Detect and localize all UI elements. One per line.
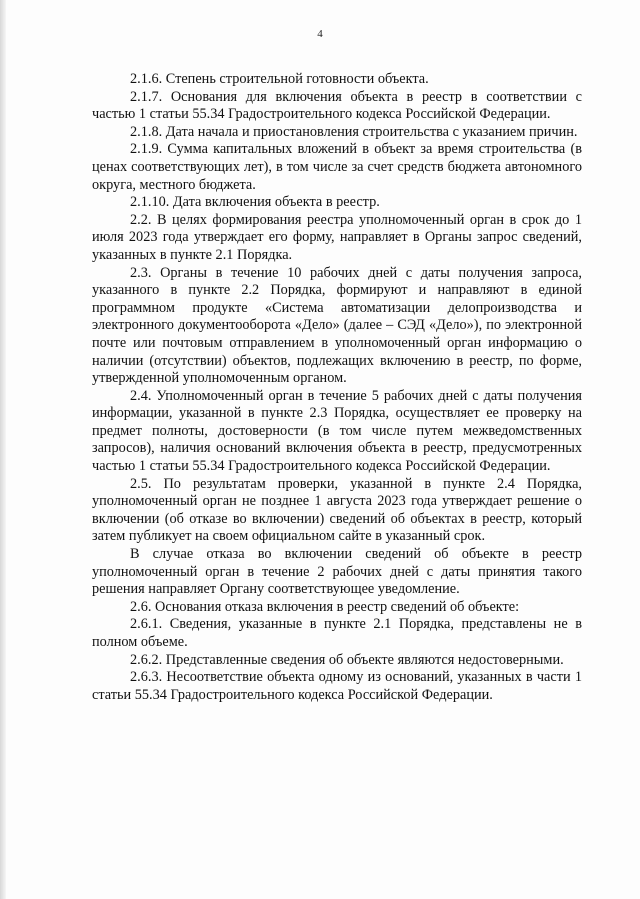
- paragraph-2-6-2: 2.6.2. Представленные сведения об объекте являются недостоверными.: [130, 651, 564, 668]
- paragraph-2-1-8: 2.1.8. Дата начала и приостановления строительства с указанием причин.: [130, 123, 578, 140]
- paragraph-2-3: 2.3. Органы в течение 10 рабочих дней с даты получения запроса, указанного в пункте 2.2 Порядка, формируют и направляют в единой программном продукте «Система автоматизации делопроизводства и электронного документооборота «Дело» (далее – СЭД «Дело»), по электронной почте или почтовым отправлением в уполномоченный орган информацию о наличии (отсутствии) объектов, подлежащих включению в реестр, по форме, утвержденной уполномоченным органом.: [92, 264, 582, 387]
- paragraph-2-2: 2.2. В целях формирования реестра уполномоченный орган в срок до 1 июля 2023 года утверждает его форму, направляет в Органы запрос сведений, указанных в пункте 2.1 Порядка.: [92, 211, 582, 263]
- document-body: [92, 71, 582, 704]
- paragraph-2-6-3: 2.6.3. Несоответствие объекта одному из оснований, указанных в части 1 статьи 55.34 Градостроительного кодекса Российской Федерации.: [92, 669, 582, 703]
- paragraph-2-5: 2.5. По результатам проверки, указанной в пункте 2.4 Порядка, уполномоченный орган не позднее 1 августа 2023 года утверждает решение о включении (об отказе во включении) сведений об объектах в реестр, который затем публикует на своем официальном сайте в указанный срок.: [92, 475, 582, 545]
- paragraph-2-1-10: 2.1.10. Дата включения объекта в реестр.: [130, 194, 380, 211]
- page-edge-shadow: [0, 0, 6, 899]
- paragraph-2-4: 2.4. Уполномоченный орган в течение 5 рабочих дней с даты получения информации, указанной в пункте 2.3 Порядка, осуществляет ее проверку на предмет полноты, достоверности (в том числе путем межведомственных запросов), наличия оснований включения объекта в реестр, предусмотренных частью 1 статьи 55.34 Градостроительного кодекса Российской Федерации.: [92, 387, 582, 475]
- paragraph-refusal-notice: В случае отказа во включении сведений об объекте в реестр уполномоченный орган в течение 2 рабочих дней с даты принятия такого решения направляет Органу соответствующее уведомление.: [92, 546, 582, 598]
- paragraph-2-6-1: 2.6.1. Сведения, указанные в пункте 2.1 Порядка, представлены не в полном объеме.: [92, 616, 582, 650]
- page-number: 4: [317, 28, 323, 40]
- paragraph-2-6: 2.6. Основания отказа включения в реестр сведений об объекте:: [130, 598, 520, 615]
- paragraph-2-1-7: 2.1.7. Основания для включения объекта в реестр в соответствии с частью 1 статьи 55.34 Градостроительного кодекса Российской Федерации.: [92, 88, 582, 123]
- paragraph-2-1-6: 2.1.6. Степень строительной готовности объекта.: [130, 71, 429, 87]
- paragraph-2-1-9: 2.1.9. Сумма капитальных вложений в объект за время строительства (в ценах соответствующих лет), в том числе за счет средств бюджета автономного округа, местного бюджета.: [92, 141, 582, 193]
